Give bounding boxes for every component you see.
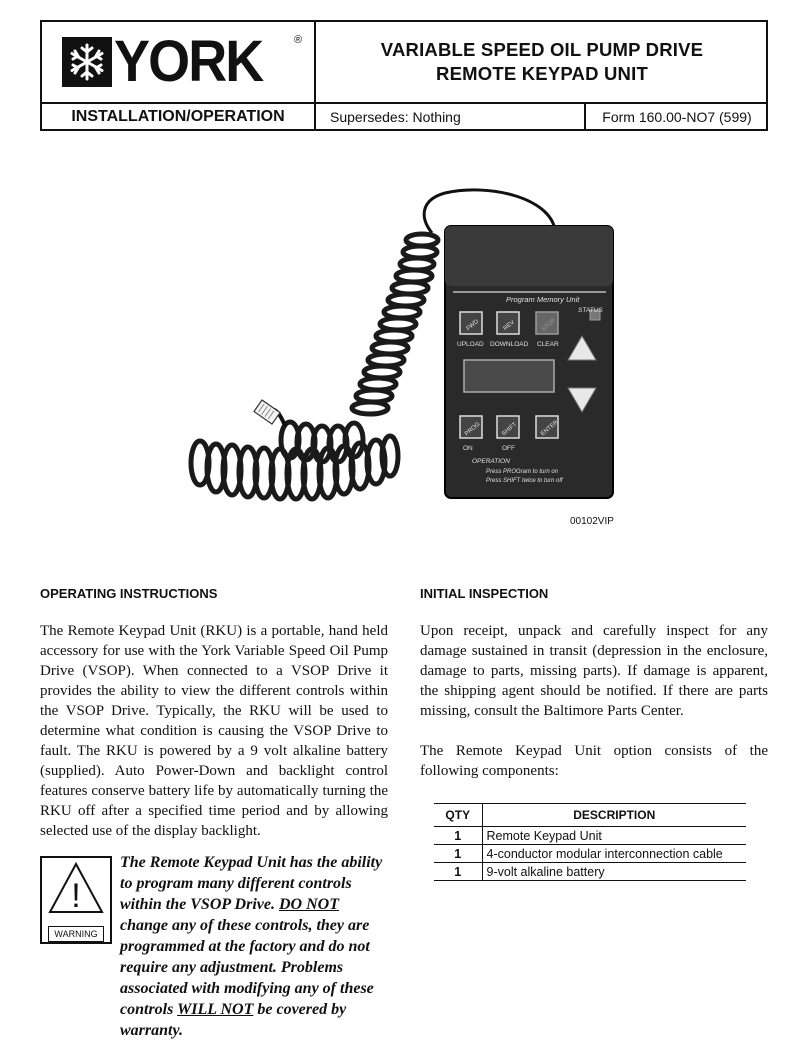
operation-line-1: Press PROGram to turn on: [486, 469, 559, 475]
qty-cell: 1: [434, 845, 482, 863]
inspection-paragraph-2: The Remote Keypad Unit option consists of the following components:: [420, 743, 768, 779]
coiled-cord: [191, 234, 438, 499]
warning-block: [40, 852, 388, 1042]
warning-label: WARNING: [48, 926, 104, 942]
title-line-1: VARIABLE SPEED OIL PUMP DRIVE: [380, 39, 704, 60]
key-shift: SHIFT: [501, 421, 519, 438]
operating-paragraph: The Remote Keypad Unit (RKU) is a portable, hand held accessory for use with the York Variable Speed Oil Pump Drive (VSOP). When connected to a VSOP Drive it provides the ability to view the different controls within the VSOP Drive. Typically, the RKU will be used to determine what condition is causing the VSOP Drive to fault. The RKU is powered by a 9 volt alkaline battery (supplied). Auto Power-Down and backlight control features conserve battery life by automatically turning the RKU off after a specified time period and by allowing selected use of the display backlight.: [40, 623, 388, 839]
operating-heading: OPERATING INSTRUCTIONS: [40, 586, 218, 601]
registered-mark: ®: [294, 34, 303, 46]
keypad-unit: [445, 226, 613, 498]
initial-inspection: [420, 586, 768, 881]
snowflake-icon: [62, 37, 112, 87]
york-logo: [62, 29, 303, 94]
photo-code: 00102VIP: [570, 516, 614, 527]
key-stop: STOP: [540, 317, 558, 333]
warning-triangle-icon: [42, 858, 110, 922]
upload-label: UPLOAD: [457, 341, 484, 348]
off-label: OFF: [502, 445, 515, 452]
description-cell: Remote Keypad Unit: [482, 827, 746, 845]
form-number: Form 160.00-NO7 (599): [602, 108, 752, 125]
section-label: INSTALLATION/OPERATION: [42, 104, 316, 129]
parts-table-header: [434, 804, 746, 827]
download-label: DOWNLOAD: [490, 341, 529, 348]
table-row: [434, 827, 746, 845]
operating-instructions: [40, 586, 388, 841]
inspection-heading: INITIAL INSPECTION: [420, 586, 549, 601]
table-row: [434, 863, 746, 881]
key-fwd: FWD: [465, 318, 480, 333]
keypad-photo-illustration: [170, 178, 630, 538]
do-not-emphasis: DO NOT: [278, 896, 339, 913]
key-prog: PROG: [464, 421, 482, 438]
supersedes-label: Supersedes: Nothing: [318, 104, 586, 129]
status-label: STATUS: [578, 307, 603, 314]
qty-cell: 1: [434, 827, 482, 845]
parts-table: [434, 803, 746, 881]
description-header: DESCRIPTION: [482, 804, 746, 827]
product-photo: [170, 178, 630, 538]
table-row: [434, 845, 746, 863]
document-header: [40, 20, 768, 131]
key-enter: ENTER: [540, 419, 560, 438]
description-cell: 9-volt alkaline battery: [482, 863, 746, 881]
warning-box: [40, 856, 112, 944]
on-label: ON: [463, 445, 473, 452]
description-cell: 4-conductor modular interconnection cable: [482, 845, 746, 863]
document-title: [318, 22, 766, 102]
keypad-title: Program Memory Unit: [506, 295, 580, 304]
title-line-2: REMOTE KEYPAD UNIT: [436, 63, 648, 84]
will-not-emphasis: WILL NOT: [177, 1001, 254, 1018]
qty-cell: 1: [434, 863, 482, 881]
logo-cell: [42, 22, 316, 102]
operation-title: OPERATION: [472, 458, 510, 465]
warning-symbol: !: [71, 877, 81, 915]
modular-plug: [254, 400, 280, 424]
operation-line-2: Press SHIFT twice to turn off: [486, 478, 563, 484]
brand-wordmark: YORK: [114, 29, 263, 94]
key-rev: REV: [502, 319, 516, 333]
qty-header: QTY: [434, 804, 482, 827]
clear-label: CLEAR: [537, 341, 559, 348]
inspection-paragraph-1: Upon receipt, unpack and carefully inspect for any damage sustained in transit (depression in the enclosure, damage to parts, missing parts). If damage is apparent, the shipping agent should be notified. If there are parts missing, consult the Baltimore Parts Center.: [420, 623, 768, 719]
warning-text: The Remote Keypad Unit has the ability to program many different controls within the VSOP Drive. DO NOT change any of these controls, they are programmed at the factory and do not require any adjustment. Problems associated with modifying any of these controls WILL NOT be covered by warranty.: [120, 854, 383, 1039]
